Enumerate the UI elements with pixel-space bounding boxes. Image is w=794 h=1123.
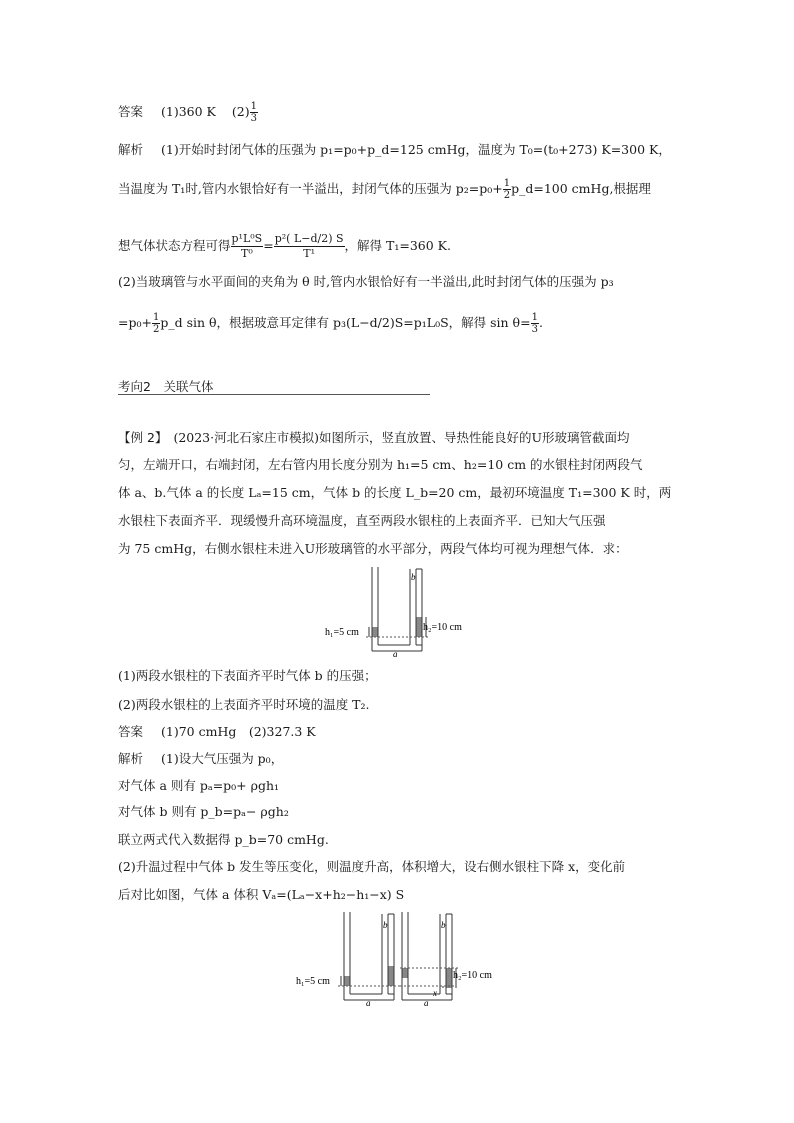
analysis-line-5: =p₀+ $\frac{1}{2}$ p_d sin θ，根据玻意耳定律有 p₃(L−d/2)S=p₁L₀S，解得 sin θ= $\frac{1}{3}$ . bbox=[118, 312, 543, 335]
analysis-line-3: 想气体状态方程可得 $\frac{\text{p¹L⁰S}}{\text{T⁰}}$ = $\frac{\text{p²( L−d/2) S}}{\text{T¹}}$ ，解得 T₁=360 K. bbox=[118, 232, 451, 260]
gas-a-label: a bbox=[393, 649, 398, 657]
analysis2-line-2: 对气体 a 则有 pₐ=p₀+ ρgh₁ bbox=[118, 778, 280, 793]
section-title: 考向2 关联气体 bbox=[118, 377, 430, 395]
answer-label: 答案 bbox=[118, 104, 144, 119]
svg-text:b: b bbox=[383, 920, 388, 930]
analysis-label-2: 解析 bbox=[118, 751, 144, 766]
analysis2-line-6: 后对比如图，气体 a 体积 Vₐ=(Lₐ−x+h₂−h₁−x) S bbox=[118, 887, 405, 902]
gas-b-label: b bbox=[411, 572, 416, 582]
analysis2-line-1: 解析 (1)设大气压强为 p₀， bbox=[118, 751, 284, 766]
analysis2-line-4: 联立两式代入数据得 p_b=70 cmHg. bbox=[118, 832, 329, 847]
question-2: (2)两段水银柱的上表面齐平时环境的温度 T₂. bbox=[118, 697, 370, 712]
analysis-line-4: (2)当玻璃管与水平面间的夹角为 θ 时,管内水银恰好有一半溢出,此时封闭气体的压强为 p₃ bbox=[118, 274, 614, 289]
answer-part-1: (1)360 K bbox=[161, 104, 216, 119]
svg-text:a: a bbox=[366, 998, 371, 1006]
question-1: (1)两段水银柱的下表面齐平时气体 b 的压强； bbox=[118, 668, 377, 683]
example-line-2: 匀，左端开口，右端封闭，左右管内用长度分别为 h₁=5 cm、h₂=10 cm 的水银柱封闭两段气 bbox=[118, 457, 643, 472]
analysis2-line-3: 对气体 b 则有 p_b=pₐ− ρgh₂ bbox=[118, 804, 289, 819]
u-tube-figure-2 bbox=[296, 910, 506, 1006]
analysis2-line-5: (2)升温过程中气体 b 发生等压变化，则温度升高，体积增大，设右侧水银柱下降 x，变化前 bbox=[118, 859, 626, 874]
answer-part-2-fraction: $\frac{1}{3}$ bbox=[250, 101, 257, 124]
answer-line-1 bbox=[118, 101, 258, 124]
h2-label-2: h₂=10 cm bbox=[453, 970, 492, 981]
answer-part-2-prefix: (2) bbox=[231, 104, 250, 119]
answer-line-2: 答案 (1)70 cmHg (2)327.3 K bbox=[118, 724, 316, 739]
analysis-label: 解析 bbox=[118, 142, 144, 157]
h2-label: h₂=10 cm bbox=[423, 622, 462, 633]
svg-text:a: a bbox=[424, 998, 429, 1006]
h1-label: h₁=5 cm bbox=[325, 627, 359, 638]
mercury-column-left bbox=[373, 627, 378, 637]
u-tube-figure-1 bbox=[320, 565, 480, 657]
example-line-3: 体 a、b.气体 a 的长度 Lₐ=15 cm，气体 b 的长度 L_b=20 cm，最初环境温度 T₁=300 K 时，两 bbox=[118, 485, 672, 500]
analysis-line-2: 当温度为 T₁时,管内水银恰好有一半溢出，封闭气体的压强为 p₂=p₀+ $\frac{1}{2}$ p_d=100 cmHg,根据理 bbox=[118, 178, 651, 201]
example-tag: 【例 2】 bbox=[118, 430, 168, 445]
mercury-column-right bbox=[417, 617, 422, 637]
x-label: x bbox=[433, 988, 437, 998]
example-line-4: 水银柱下表面齐平．现缓慢升高环境温度，直至两段水银柱的上表面齐平．已知大气压强 bbox=[118, 513, 606, 528]
h1-label-2: h₁=5 cm bbox=[296, 976, 330, 987]
answer-label-2: 答案 bbox=[118, 724, 144, 739]
example-line-5: 为 75 cmHg，右侧水银柱未进入U形玻璃管的水平部分，两段气体均可视为理想气体．求： bbox=[118, 541, 628, 556]
svg-text:b: b bbox=[441, 920, 446, 930]
example-line-1: 【例 2】 (2023·河北石家庄市模拟)如图所示，竖直放置、导热性能良好的U形玻璃管截面均 bbox=[118, 430, 630, 445]
analysis-line-1: 解析 (1)开始时封闭气体的压强为 p₁=p₀+p_d=125 cmHg，温度为 T₀=(t₀+273) K=300 K， bbox=[118, 142, 671, 157]
